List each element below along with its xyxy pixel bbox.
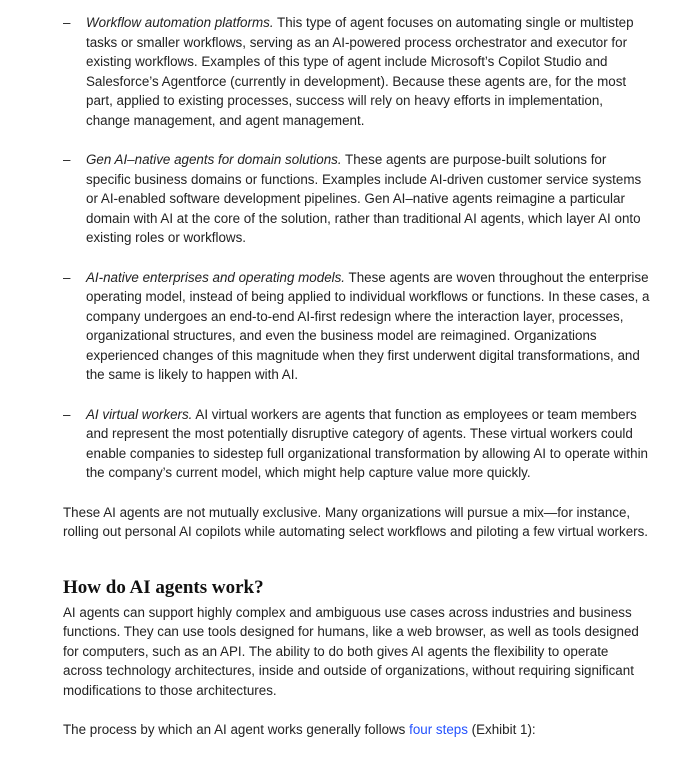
list-item-term: AI-native enterprises and operating models. xyxy=(86,269,346,285)
summary-paragraph: These AI agents are not mutually exclusive. Many organizations will pursue a mix—for instance, rolling out personal AI copilots while automating select workflows and piloting a few virtual workers. xyxy=(63,504,649,539)
dash-bullet-icon: – xyxy=(63,406,71,422)
dash-bullet-icon: – xyxy=(63,269,71,285)
section-heading: How do AI agents work? xyxy=(63,576,264,598)
dash-bullet-icon: – xyxy=(63,152,71,167)
process-intro-paragraph xyxy=(63,720,650,740)
list-item-text: These agents are purpose-built solutions for specific business domains or functions. Examples include AI-driven customer service systems or AI-enabled software development pipelines. Gen AI–native agents reimagine a particular domain with AI at the core of the solution, rather than traditional AI agents, which layer AI onto existing roles or workflows. xyxy=(86,152,642,245)
list-item-virtual-workers xyxy=(63,405,650,483)
list-item-domain-solutions xyxy=(63,150,650,248)
dash-bullet-icon: – xyxy=(63,15,71,30)
list-item-workflow-automation xyxy=(63,13,650,130)
list-item-text: AI virtual workers are agents that function as employees or team members and represent the most potentially disruptive category of agents. These virtual workers could enable companies to sidestep full organizational transformation by allowing AI to operate within the company’s current model, which might help capture value more quickly. xyxy=(86,406,648,480)
list-item-text: These agents are woven throughout the enterprise operating model, instead of being applied to individual workflows or functions. In these cases, a company undergoes an end-to-end AI-first redesign where the interaction layer, processes, organizational structures, and even the business model are reimagined. Organizations experienced changes of this magnitude when they first underwent digital transformations, and the same is likely to happen with AI. xyxy=(86,269,650,382)
list-item-term: Gen AI–native agents for domain solutions. xyxy=(86,152,342,167)
list-item-text: This type of agent focuses on automating single or multistep tasks or smaller workflows, serving as an AI-powered process orchestrator and executor for existing workflows. Examples of this type of agent include Microsoft’s Copilot Studio and Salesforce’s Agentforce (currently in development). Because these agents are, for the most part, applied to existing processes, success will rely on heavy efforts in implementation, change management, and agent management. xyxy=(86,15,634,128)
list-item-term: Workflow automation platforms. xyxy=(86,15,274,30)
process-tail-text: (Exhibit 1): xyxy=(467,722,536,737)
list-item-term: AI virtual workers. xyxy=(86,406,193,422)
four-steps-link[interactable]: four steps xyxy=(409,722,468,737)
list-item-ai-native-enterprises xyxy=(63,268,650,385)
section-paragraph: AI agents can support highly complex and ambiguous use cases across industries and business functions. They can use tools designed for humans, like a web browser, as well as tools designed for computers, such as an API. The ability to do both gives AI agents the flexibility to operate across technology architectures, inside and outside of organizations, without requiring significant modifications to those architectures. xyxy=(63,604,639,698)
process-intro-text: The process by which an AI agent works generally follows xyxy=(63,722,410,737)
